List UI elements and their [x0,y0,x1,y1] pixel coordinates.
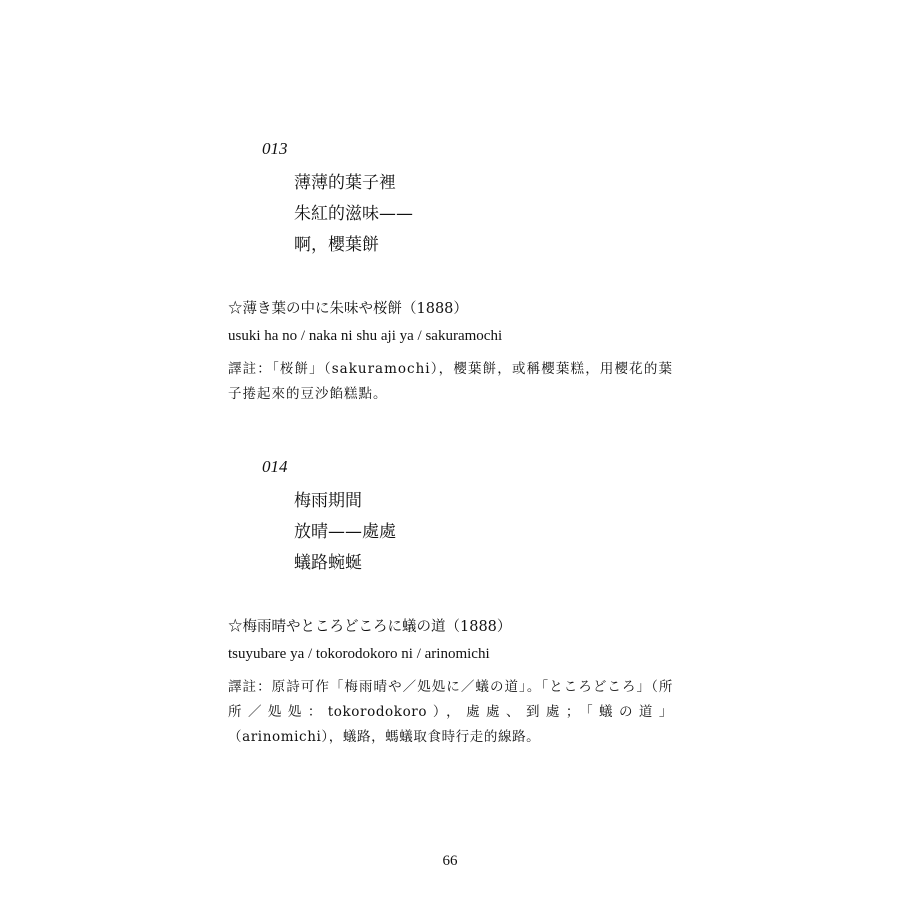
haiku-number: 013 [262,139,288,158]
original-haiku: ☆薄き葉の中に朱味や桜餅（1888） [228,301,468,317]
romanization: tsuyubare ya / tokorodokoro ni / arinomichi [228,646,490,662]
translator-note: 譯註：原詩可作「梅雨晴や／処処に／蟻の道」。「ところどころ」（所所／処処：tokorodokoro），處處、到處；「蟻の道」（arinomichi），蟻路，螞蟻取食時行走的線路。 [228,679,673,745]
poem-line: 梅雨期間 [294,491,362,511]
translated-poem [294,486,673,579]
poem-line: 蟻路蜿蜒 [294,553,362,573]
poem-line: 啊，櫻葉餅 [294,235,379,255]
translator-note: 譯註：「桜餅」（sakuramochi），櫻葉餅，或稱櫻葉糕，用櫻花的葉子捲起來的豆沙餡糕點。 [228,361,673,402]
poem-line: 放晴——處處 [294,522,396,542]
page-number: 66 [442,853,458,869]
poem-line: 薄薄的葉子裡 [294,173,396,193]
poem-line: 朱紅的滋味—— [294,204,413,224]
haiku-entry-013 [228,138,673,407]
original-haiku: ☆梅雨晴やところどころに蟻の道（1888） [228,619,512,635]
translated-poem [294,168,673,261]
haiku-entry-014 [228,456,673,750]
haiku-number: 014 [262,457,288,476]
romanization: usuki ha no / naka ni shu aji ya / sakuramochi [228,328,503,344]
